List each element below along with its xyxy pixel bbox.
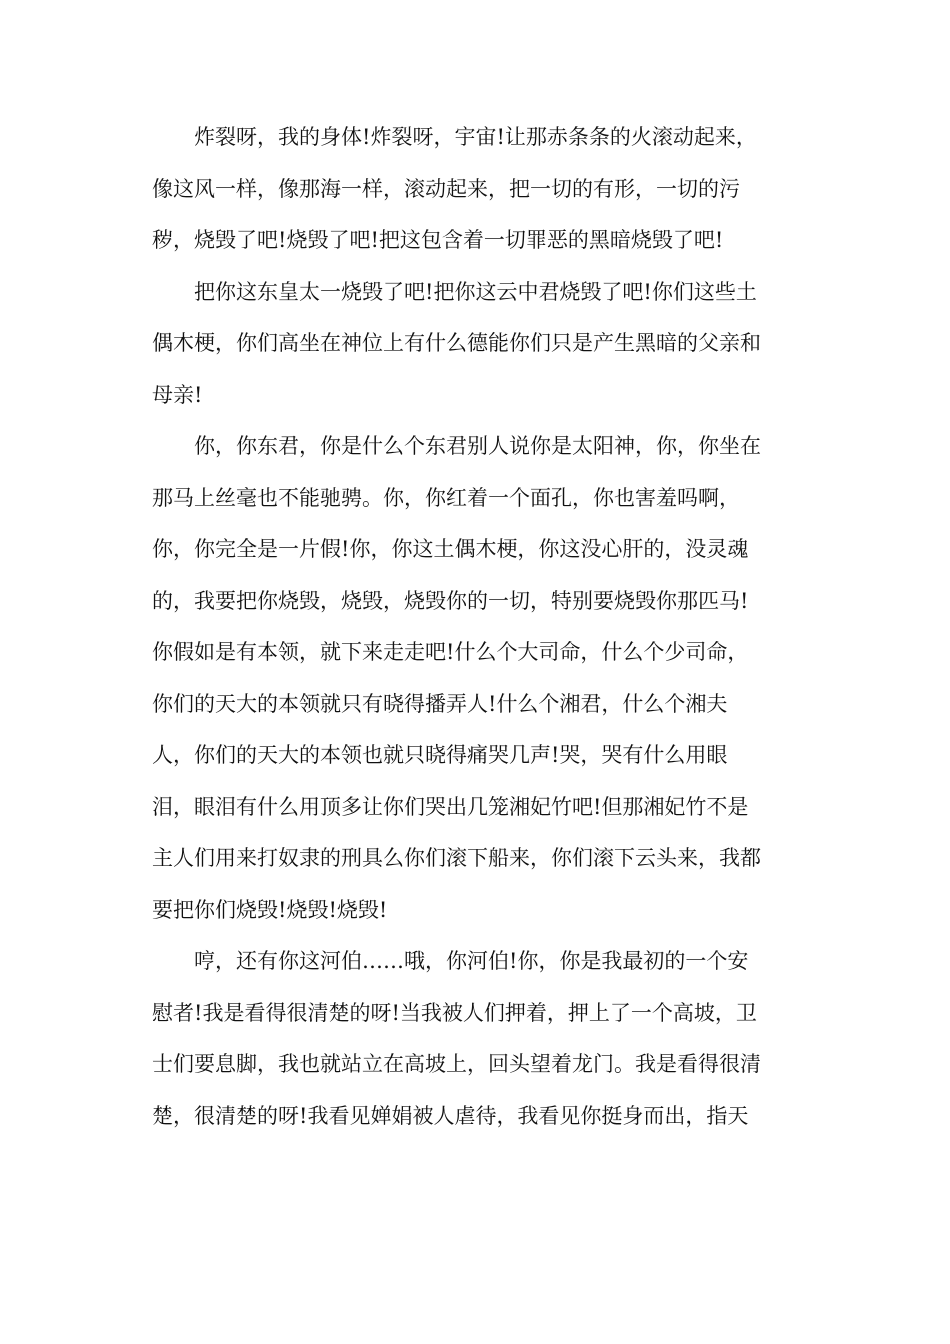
text-line: 慰者!我是看得很清楚的呀!当我被人们押着，押上了一个高坡，卫 (152, 1000, 757, 1025)
text-line: 你，你完全是一片假!你，你这土偶木梗，你这没心肝的，没灵魂 (152, 537, 749, 561)
text-line: 的，我要把你烧毁，烧毁，烧毁你的一切，特别要烧毁你那匹马! (152, 588, 749, 613)
text-line: 要把你们烧毁!烧毁!烧毁! (152, 897, 388, 922)
text-line: 泪，眼泪有什么用顶多让你们哭出几笼湘妃竹吧!但那湘妃竹不是 (152, 794, 749, 819)
text-line: 把你这东皇太一烧毁了吧!把你这云中君烧毁了吧!你们这些土 (194, 279, 757, 304)
body-text (152, 112, 812, 1142)
text-line: 士们要息脚，我也就站立在高坡上，回头望着龙门。我是看得很清 (152, 1052, 761, 1076)
text-line: 像这风一样，像那海一样，滚动起来，把一切的有形，一切的污 (152, 176, 740, 201)
text-line: 炸裂呀，我的身体!炸裂呀，宇宙!让那赤条条的火滚动起来， (194, 125, 757, 149)
text-line: 主人们用来打奴隶的刑具么你们滚下船来，你们滚下云头来，我都 (152, 846, 761, 870)
text-line: 秽，烧毁了吧!烧毁了吧!把这包含着一切罪恶的黑暗烧毁了吧! (152, 228, 724, 252)
text-line: 偶木梗，你们高坐在神位上有什么德能你们只是产生黑暗的父亲和 (152, 331, 761, 355)
text-line: 哼，还有你这河伯……哦，你河伯!你，你是我最初的一个安 (194, 949, 749, 973)
text-line: 那马上丝毫也不能驰骋。你，你红着一个面孔，你也害羞吗啊， (152, 485, 740, 510)
text-line: 你假如是有本领，就下来走走吧!什么个大司命，什么个少司命， (152, 640, 749, 664)
text-line: 你们的天大的本领就只有晓得播弄人!什么个湘君，什么个湘夫 (152, 691, 728, 716)
text-line: 你，你东君，你是什么个东君别人说你是太阳神，你，你坐在 (194, 434, 761, 458)
text-line: 楚，很清楚的呀!我看见婵娟被人虐待，我看见你挺身而出，指天 (152, 1103, 749, 1128)
text-line: 母亲! (152, 382, 203, 407)
text-line: 人，你们的天大的本领也就只晓得痛哭几声!哭，哭有什么用眼 (152, 743, 728, 767)
